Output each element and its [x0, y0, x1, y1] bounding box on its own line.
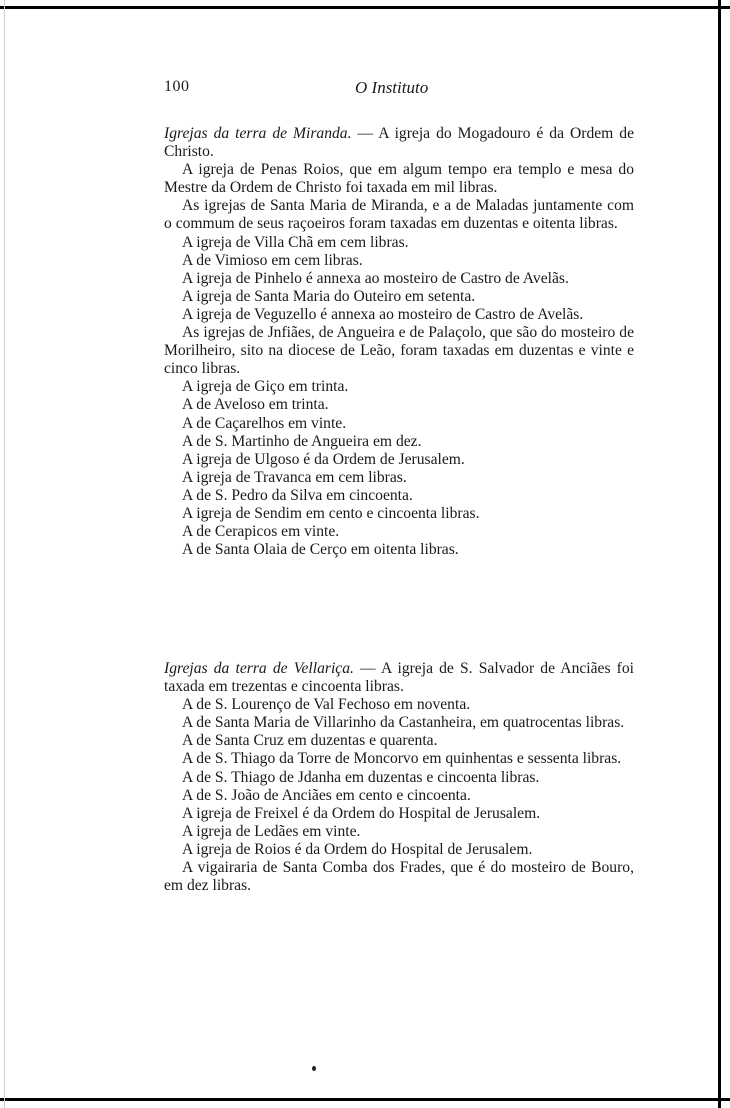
ink-speck	[312, 1066, 316, 1071]
paragraph: A de S. Martinho de Angueira em dez.	[182, 432, 422, 450]
opening-text: — A igreja do Mogadouro é da Ordem de Christo.	[164, 125, 635, 161]
paragraph: A de Caçarelhos em vinte.	[182, 414, 347, 432]
paragraph: A vigairaria de Santa Comba dos Frades, que é do mosteiro de Bouro, em dez libras.	[164, 859, 634, 895]
paragraph: A igreja de Giço em trinta.	[182, 378, 349, 396]
page-number: 100	[164, 78, 190, 95]
paragraph: A de Cerapicos em vinte.	[182, 523, 340, 541]
paragraph: A de Santa Cruz em duzentas e quarenta.	[182, 732, 438, 750]
section-miranda	[164, 125, 634, 559]
scan-border-right	[718, 0, 721, 1108]
running-head	[164, 78, 634, 102]
opening-text: — A igreja de S. Salvador de Anciães foi taxada em trezentas e cincoenta libras.	[164, 660, 635, 696]
paragraph: A igreja de Penas Roios, que em algum tempo era templo e mesa do Mestre da Ordem de Christo foi taxada em mil libras.	[164, 161, 634, 197]
paragraph: A igreja de Villa Chã em cem libras.	[182, 233, 409, 251]
paragraph: A igreja de Ledães em vinte.	[182, 822, 361, 840]
section-heading: Igrejas da terra de Vellariça.	[164, 660, 354, 677]
paragraph: A de S. Pedro da Silva em cincoenta.	[182, 486, 413, 504]
section-vellarica	[164, 660, 634, 895]
scan-border-top	[0, 6, 730, 9]
paragraph: A igreja de Ulgoso é da Ordem de Jerusalem.	[182, 450, 465, 468]
paragraph: A de Vimioso em cem libras.	[182, 251, 363, 269]
section-opening-paragraph	[164, 125, 634, 161]
paragraph: As igrejas de Jnfiães, de Angueira e de Palaçolo, que são do mosteiro de Morilheiro, sito na diocese de Leão, foram taxadas em duzentas e vinte e cinco libras.	[164, 324, 634, 378]
scan-border-bottom	[0, 1098, 730, 1101]
paragraph: A de Aveloso em trinta.	[182, 396, 329, 414]
section-heading: Igrejas da terra de Miranda.	[164, 125, 352, 142]
paragraph: A igreja de Travanca em cem libras.	[182, 468, 407, 486]
paragraph: A igreja de Sendim em cento e cincoenta libras.	[182, 504, 480, 522]
paragraph: A de S. Lourenço de Val Fechoso em noventa.	[182, 696, 471, 714]
paragraph: A de S. João de Anciães em cento e cincoenta.	[182, 786, 471, 804]
paragraph: A igreja de Roios é da Ordem do Hospital de Jerusalem.	[182, 840, 533, 858]
paragraph: A de Santa Maria de Villarinho da Castanheira, em quatrocentas libras.	[182, 714, 625, 732]
paragraph: A de S. Thiago da Torre de Moncorvo em quinhentas e sessenta libras.	[182, 750, 622, 768]
scan-border-left	[4, 0, 5, 1108]
paragraph: A igreja de Pinhelo é annexa ao mosteiro de Castro de Avelãs.	[182, 269, 569, 287]
running-title: O Instituto	[355, 78, 429, 97]
section-opening-paragraph	[164, 660, 634, 696]
paragraph: A igreja de Veguzello é annexa ao mosteiro de Castro de Avelãs.	[182, 305, 584, 323]
paragraph: A igreja de Freixel é da Ordem do Hospital de Jerusalem.	[182, 804, 541, 822]
paragraph: As igrejas de Santa Maria de Miranda, e a de Maladas juntamente com o commum de seus raçoeiros foram taxadas em duzentas e oitenta libras.	[164, 197, 634, 233]
paragraph: A igreja de Santa Maria do Outeiro em setenta.	[182, 287, 476, 305]
paragraph: A de Santa Olaia de Cerço em oitenta libras.	[182, 541, 459, 559]
paragraph: A de S. Thiago de Jdanha em duzentas e cincoenta libras.	[182, 768, 540, 786]
